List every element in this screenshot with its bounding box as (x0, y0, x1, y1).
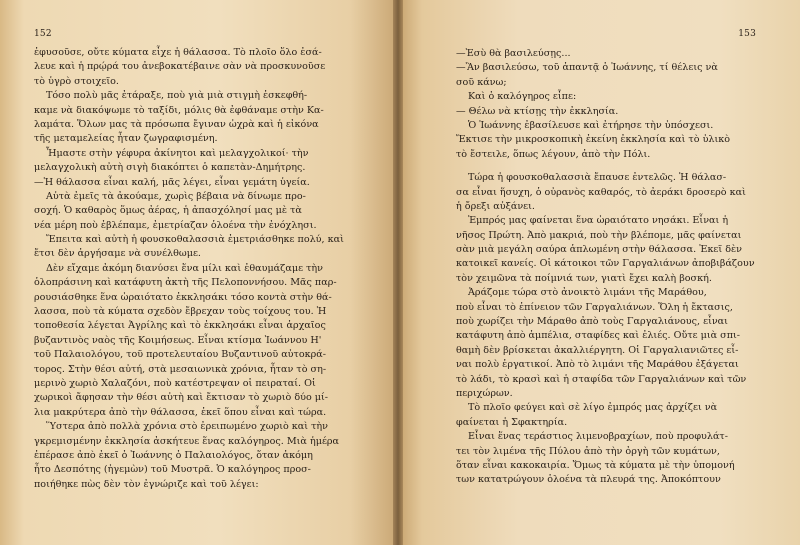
text-line: νῆσος Πρώτη. Ἀπὸ μακριά, ποὺ τὴν βλέπομε, μᾶς φαίνεται (456, 229, 742, 241)
text-line: ἐπέρασε ἀπὸ ἐκεῖ ὁ Ἰωάννης ὁ Παλαιολόγος, ὅταν ἀκόμη (34, 449, 313, 461)
text-line: ἡ ὄρεξι αὐξάνει. (456, 200, 535, 212)
text-line: Ἐμπρός μας φαίνεται ἕνα ὡραιότατο νησάκι. Εἶναι ἡ (468, 215, 729, 227)
text-line: περιχώρων. (456, 387, 513, 399)
text-line: γκρεμισμένην ἐκκλησία ἀσκήτευε ἕνας καλόγηρος. Μιὰ ἡμέρα (34, 435, 340, 447)
text-line: καμε νὰ διακόψωμε τὸ ταξίδι, μόλις θὰ ἐφθάναμε στὴν Κα- (34, 104, 324, 116)
text-line: Τὸ πλοῖο φεύγει καὶ σὲ λίγο ἐμπρός μας ἀρχίζει νὰ (468, 402, 718, 414)
text-line: τει τὸν λιμένα τῆς Πύλου ἀπὸ τὴν ὀργὴ τῶν κυμάτων, (456, 445, 720, 457)
text-line: μερινὸ χωριὸ Χαλαζόνι, ποὺ κατέστρεψαν οἱ πειραταί. Οἱ (34, 377, 316, 389)
text-line: Ἔπειτα καὶ αὐτὴ ἡ φουσκοθαλασσιὰ ἐμετριάσθηκε πολύ, καὶ (46, 234, 344, 246)
text-line: —Ἐσὺ θὰ βασιλεύσῃς... (456, 48, 571, 59)
text-line: νέα μέρη ποὺ ἐβλέπαμε, ἐμετρίαζαν ὁλοένα τὴν ἐνόχλησι. (34, 219, 317, 231)
section-gap (456, 162, 768, 171)
text-line: τοποθεσία λέγεται Ἀγρίλης καὶ τὸ ἐκκλησάκι εἶναι ἀρχαῖος (34, 320, 326, 332)
text-line: θαμὴ δὲν βρίσκεται ἀκαλλιέργητη. Οἱ Γαργαλιανιῶτες εἶ- (456, 344, 739, 356)
text-line: των κατατρώγουν ὁλοένα τὰ πλευρά της. Ἀποκόπτουν (456, 474, 721, 486)
text-line: ποὺ εἶναι τὸ ἐπίνειον τῶν Γαργαλιάνων. Ὅλη ἡ ἔκτασις, (456, 301, 733, 313)
text-line: ὅταν εἶναι κακοκαιρία. Ὅμως τὰ κύματα μὲ τὴν ὑπομονή (456, 459, 735, 471)
text-line: τὸ λάδι, τὸ κρασὶ καὶ ἡ σταφίδα τῶν Γαργαλιάνων καὶ τῶν (456, 373, 747, 385)
text-line: σὰν μιὰ μεγάλη σαύρα ἁπλωμένη στὴν θάλασσα. Ἐκεῖ δὲν (456, 244, 742, 256)
text-line: ὁλοπράσινη καὶ κατάφυτη ἀκτὴ τῆς Πελοποννήσου. Μᾶς παρ- (34, 277, 337, 289)
page-number: 153 (738, 29, 756, 39)
page-number: 152 (34, 29, 52, 39)
text-line: λασσα, ποὺ τὰ κύματα σχεδὸν ἔβρεχαν τοὺς τοίχους του. Ἡ (34, 306, 327, 318)
text-line: τὸ ὑγρὸ στοιχεῖο. (34, 75, 119, 87)
text-line: τορος. Στὴν θέσι αὐτή, στὰ μεσαιωνικὰ χρόνια, ἦταν τὸ ση- (34, 363, 327, 375)
text-line: χωρικοὶ ἄφησαν τὴν θέσι αὐτὴ καὶ ἔκτισαν τὸ χωριὸ δύο μί- (34, 392, 329, 404)
text-line: ρουσιάσθηκε ἕνα ὡραιότατο ἐκκλησάκι τόσο κοντὰ στὴν θά- (34, 291, 332, 303)
text-line: Εἶναι ἕνας τεράστιος λιμενοβραχίων, ποὺ προφυλάτ- (468, 431, 728, 443)
text-line: Δὲν εἴχαμε ἀκόμη διανύσει ἕνα μίλι καὶ ἐθαυμάζαμε τὴν (46, 262, 323, 274)
text-line: τὸ ἔστειλε, ὅπως λέγουν, ἀπὸ τὴν Πόλι. (456, 148, 651, 160)
text-line: —Ἂν βασιλεύσω, τοῦ ἀπαντᾷ ὁ Ἰωάννης, τί θέλεις νὰ (456, 62, 718, 74)
text-line: Ἔκτισε τὴν μικροσκοπικὴ ἐκείνη ἐκκλησία καὶ τὸ ὑλικὸ (456, 134, 731, 146)
text-line: μελαγχολικὴ αὐτὴ σιγὴ διακόπτει ὁ καπετὰν-Δημήτρης. (34, 162, 306, 174)
text-line: σα εἶναι ἥσυχη, ὁ οὐρανὸς καθαρός, τὸ ἀεράκι δροσερὸ καὶ (456, 186, 746, 198)
text-line: Καὶ ὁ καλόγηρος εἶπε: (468, 91, 577, 103)
text-line: κατοικεῖ κανείς. Οἱ κάτοικοι τῶν Γαργαλιάνων ἀποβιβάζουν (456, 258, 755, 270)
book-gutter (393, 0, 403, 545)
right-page-text (456, 47, 768, 488)
text-line: Τόσο πολὺ μᾶς ἐτάραξε, ποὺ γιὰ μιὰ στιγμὴ ἐσκεφθή- (46, 90, 308, 102)
text-line: ἔτσι δὲν ἀργήσαμε νὰ συνέλθωμε. (34, 248, 201, 260)
text-line: Τώρα ἡ φουσκοθαλασσιὰ ἔπαυσε ἐντελῶς. Ἡ θάλασ- (468, 172, 727, 184)
text-line: ἐφυσοῦσε, οὔτε κύματα εἶχε ἡ θάλασσα. Τὸ πλοῖο ὅλο ἐσά- (34, 47, 322, 58)
text-line: τὸν χειμῶνα τὰ ποίμνιά των, γιατὶ ἔχει καλὴ βοσκή. (456, 272, 712, 284)
text-line: ποιήθηκε πὼς δὲν τὸν ἐγνώριζε καὶ τοῦ λέγει: (34, 478, 259, 490)
text-line: Αὐτὰ ἐμεῖς τὰ ἀκούαμε, χωρὶς βέβαια νὰ δίνωμε προ- (46, 190, 306, 202)
text-line: Ὁ Ἰωάννης ἐβασίλευσε καὶ ἐτήρησε τὴν ὑπόσχεσι. (468, 119, 714, 131)
text-line: Ἀράζομε τώρα στὸ ἀνοικτὸ λιμάνι τῆς Μαράθου, (468, 287, 707, 299)
text-line: τῆς μεταμελείας ἦταν ζωγραφισμένη. (34, 133, 218, 145)
text-line: λαμάτα. Ὅλων μας τὰ πρόσωπα ἔγιναν ὠχρὰ καὶ ἡ εἰκόνα (34, 118, 319, 130)
left-page-text (34, 46, 374, 492)
text-line: ναι πολὺ ἐργατικοί. Ἀπὸ τὸ λιμάνι τῆς Μαράθου ἐξάγεται (456, 359, 739, 371)
text-line: λευε καὶ ἡ πρῴρά του ἀνεβοκατέβαινε σὰν νὰ προσκυνοῦσε (34, 61, 326, 73)
text-line: κατάφυτη ἀπὸ ἀμπέλια, σταφίδες καὶ ἐλιές. Οὔτε μιὰ σπι- (456, 330, 741, 342)
text-line: φαίνεται ἡ Σφακτηρία. (456, 416, 568, 428)
text-line: —Ἡ θάλασσα εἶναι καλή, μᾶς λέγει, εἶναι γεμάτη ὑγεία. (34, 176, 310, 188)
text-line: Ὕστερα ἀπὸ πολλὰ χρόνια στὸ ἐρειπωμένο χωριὸ καὶ τὴν (46, 421, 328, 433)
text-line: σοχή. Ὁ καθαρὸς ὅμως ἀέρας, ἡ ἀπασχόλησί μας μὲ τὰ (34, 205, 302, 217)
text-line: Ἦμαστε στὴν γέφυρα ἀκίνητοι καὶ μελαγχολικοί· τὴν (46, 147, 309, 159)
text-line: σοῦ κάνω; (456, 76, 507, 88)
text-line: τοῦ Παλαιολόγου, τοῦ προτελευταίου Βυζαντινοῦ αὐτοκρά- (34, 349, 326, 361)
text-line: ποὺ χωρίζει τὴν Μάραθο ἀπὸ τοὺς Γαργαλιάνους, εἶναι (456, 316, 728, 328)
text-line: ἦτο Δεσπότης (ἡγεμὼν) τοῦ Μυστρᾶ. Ὁ καλόγηρος προσ- (34, 464, 311, 476)
text-line: — Θέλω νὰ κτίσῃς τὴν ἐκκλησία. (456, 105, 619, 117)
left-page (0, 0, 398, 545)
text-line: βυζαντινὸς ναὸς τῆς Κοιμήσεως. Εἶναι κτίσμα Ἰωάννου Η' (34, 334, 322, 346)
right-page (398, 0, 800, 545)
text-line: λια μακρύτερα ἀπὸ τὴν θάλασσα, ἐκεῖ ὅπου εἶναι καὶ τώρα. (34, 406, 327, 418)
